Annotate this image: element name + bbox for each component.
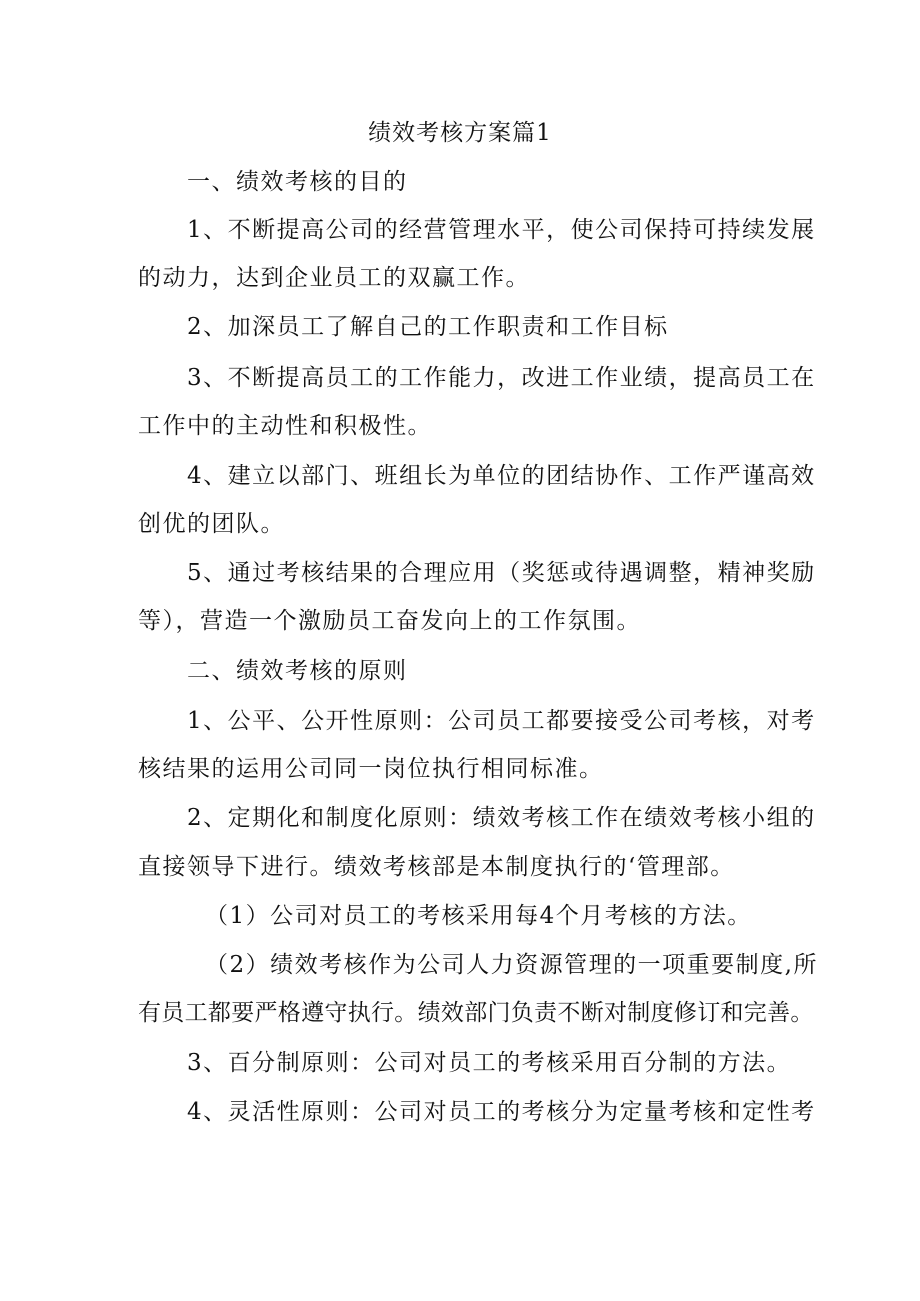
paragraph-line: 1、公平、公开性原则：公司员工都要接受公司考核，对考 bbox=[187, 708, 816, 734]
paragraph-line: 的动力，达到企业员工的双赢工作。 bbox=[138, 265, 530, 291]
paragraph-line: 4、建立以部门、班组长为单位的团结协作、工作严谨高效 bbox=[187, 463, 816, 489]
section-heading-principles: 二、绩效考核的原则 bbox=[187, 658, 408, 684]
paragraph-line: 有员工都要严格遵守执行。绩效部门负责不断对制度修订和完善。 bbox=[138, 1000, 814, 1026]
paragraph-line: 2、加深员工了解自己的工作职责和工作目标 bbox=[187, 314, 669, 340]
section-heading-purpose: 一、绩效考核的目的 bbox=[187, 169, 408, 195]
paragraph-line: 4、灵活性原则：公司对员工的考核分为定量考核和定性考 bbox=[187, 1099, 816, 1125]
paragraph-line: 3、百分制原则：公司对员工的考核采用百分制的方法。 bbox=[187, 1050, 792, 1076]
paragraph-line: 创优的团队。 bbox=[138, 511, 285, 537]
paragraph-line: 核结果的运用公司同一岗位执行相同标准。 bbox=[138, 756, 604, 782]
paragraph-line: 直接领导下进行。绩效考核部是本制度执行的‘管理部。 bbox=[138, 854, 735, 880]
paragraph-line: 3、不断提高员工的工作能力，改进工作业绩，提高员工在 bbox=[187, 365, 816, 391]
paragraph-line: 2、定期化和制度化原则：绩效考核工作在绩效考核小组的 bbox=[187, 805, 816, 831]
paragraph-line: 工作中的主动性和积极性。 bbox=[138, 413, 432, 439]
paragraph-line: （1）公司对员工的考核采用每4个月考核的方法。 bbox=[205, 903, 752, 929]
paragraph-line: 等），营造一个激励员工奋发向上的工作氛围。 bbox=[138, 608, 641, 634]
paragraph-line: （2）绩效考核作为公司人力资源管理的一项重要制度,所 bbox=[205, 952, 818, 978]
paragraph-line: 1、不断提高公司的经营管理水平，使公司保持可持续发展 bbox=[187, 217, 816, 243]
paragraph-line: 5、通过考核结果的合理应用（奖惩或待遇调整，精神奖励 bbox=[187, 560, 816, 586]
document-title: 绩效考核方案篇1 bbox=[368, 120, 552, 146]
